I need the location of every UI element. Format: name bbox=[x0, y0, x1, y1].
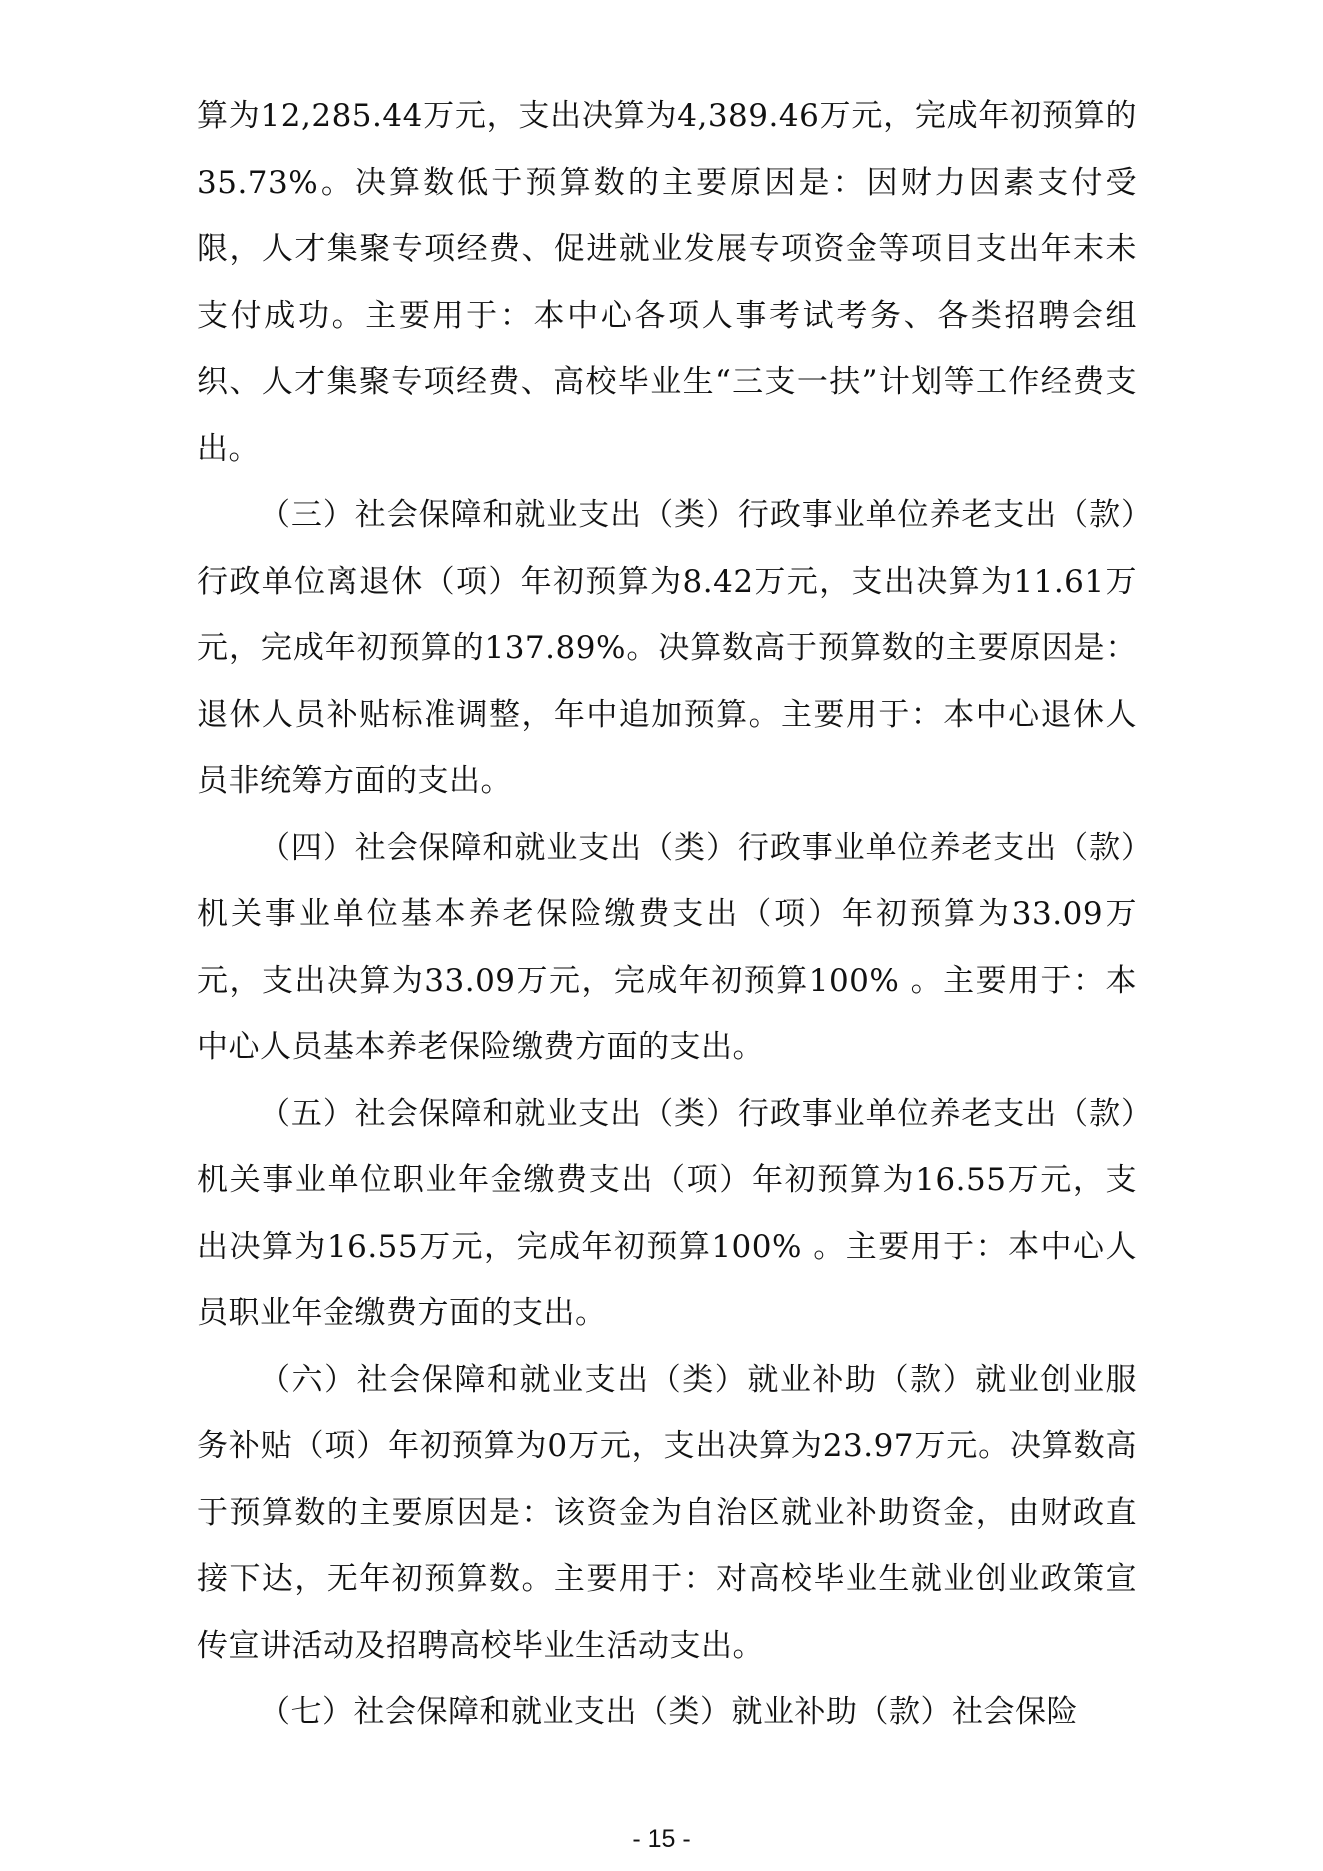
page-number: - 15 - bbox=[632, 1825, 691, 1853]
document-body bbox=[197, 83, 1137, 1746]
paragraph-section-6: （六）社会保障和就业支出（类）就业补助（款）就业创业服务补贴（项）年初预算为0万元，支出决算为23.97万元。决算数高于预算数的主要原因是：该资金为自治区就业补助资金，由财政直接下达，无年初预算数。主要用于：对高校毕业生就业创业政策宣传宣讲活动及招聘高校毕业生活动支出。 bbox=[197, 1361, 1137, 1664]
paragraph-section-3: （三）社会保障和就业支出（类）行政事业单位养老支出（款）行政单位离退休（项）年初预算为8.42万元，支出决算为11.61万元，完成年初预算的137.89%。决算数高于预算数的主要原因是：退休人员补贴标准调整，年中追加预算。主要用于：本中心退休人员非统筹方面的支出。 bbox=[197, 497, 1137, 799]
paragraph-section-5: （五）社会保障和就业支出（类）行政事业单位养老支出（款）机关事业单位职业年金缴费支出（项）年初预算为16.55万元，支出决算为16.55万元，完成年初预算100% 。主要用于：本中心人员职业年金缴费方面的支出。 bbox=[197, 1095, 1137, 1331]
paragraph-continuation: 算为12,285.44万元，支出决算为4,389.46万元，完成年初预算的35.73%。决算数低于预算数的主要原因是：因财力因素支付受限，人才集聚专项经费、促进就业发展专项资金等项目支出年末未支付成功。主要用于：本中心各项人事考试考务、各类招聘会组织、人才集聚专项经费、高校毕业生“三支一扶”计划等工作经费支出。 bbox=[197, 98, 1137, 467]
paragraph-section-7: （七）社会保障和就业支出（类）就业补助（款）社会保险 bbox=[259, 1694, 1078, 1730]
paragraph-section-4: （四）社会保障和就业支出（类）行政事业单位养老支出（款）机关事业单位基本养老保险缴费支出（项）年初预算为33.09万元，支出决算为33.09万元，完成年初预算100% 。主要用于：本中心人员基本养老保险缴费方面的支出。 bbox=[197, 829, 1137, 1065]
